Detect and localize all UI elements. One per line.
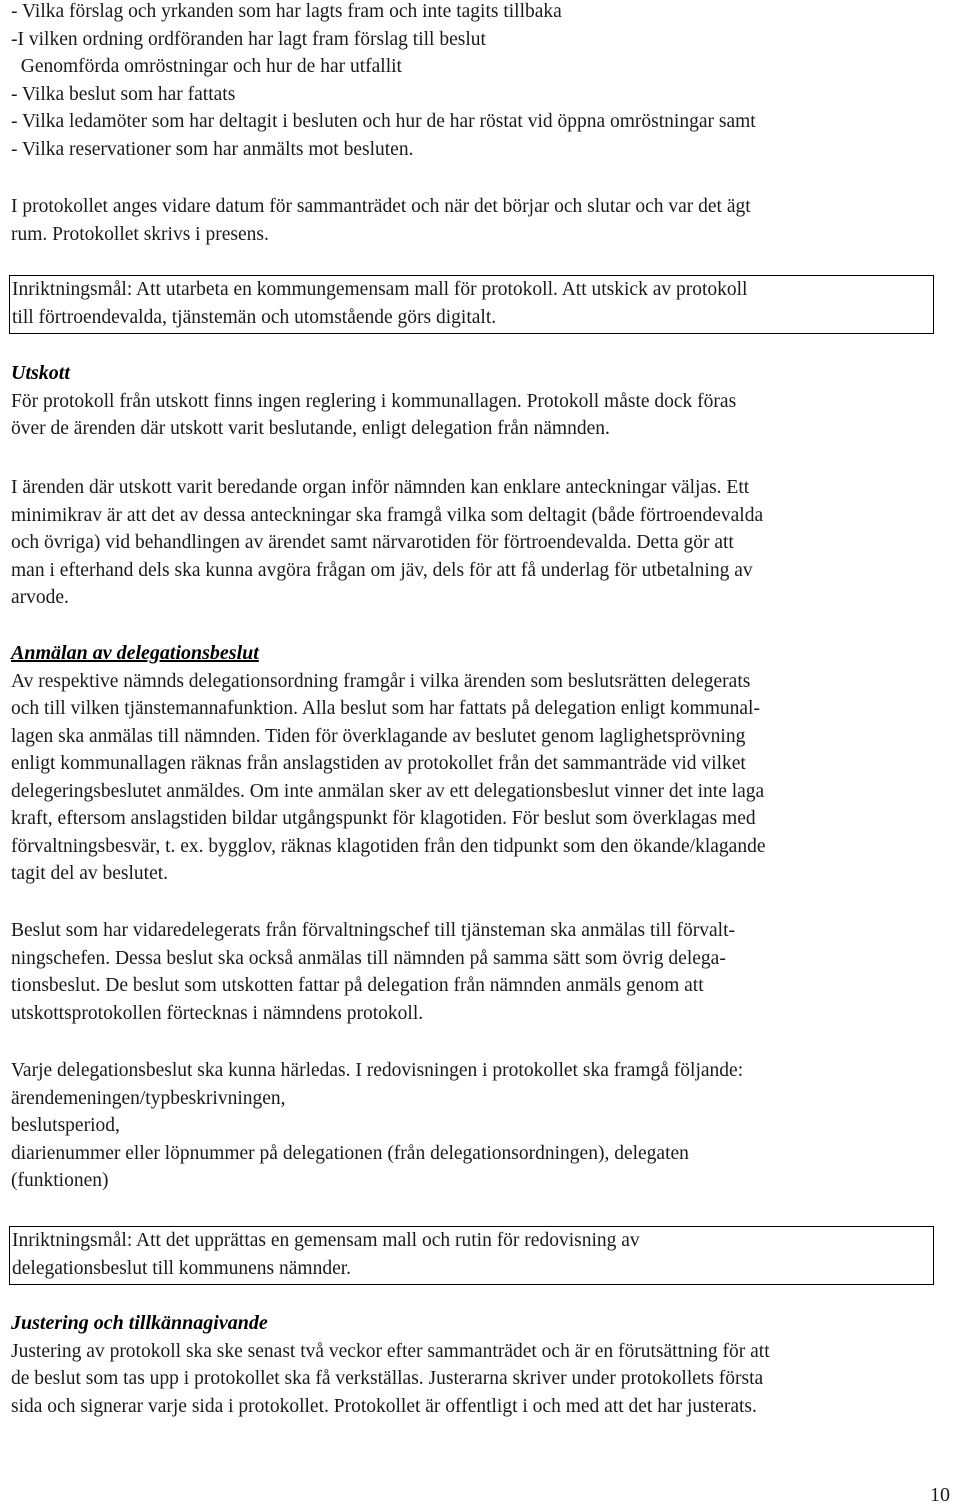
text-line: de beslut som tas upp i protokollet ska få verkställas. Justerarna skriver under protokollets första bbox=[11, 1368, 764, 1389]
list-item: -I vilken ordning ordföranden har lagt fram förslag till beslut bbox=[11, 28, 486, 50]
section-heading: Utskott bbox=[11, 362, 70, 384]
text-line: Beslut som har vidaredelegerats från förvaltningschef till tjänsteman ska anmälas till förvalt- bbox=[11, 920, 735, 941]
paragraph-utskott-2 bbox=[11, 474, 946, 612]
text-line: beslutsperiod, bbox=[11, 1115, 120, 1136]
text-line: och till vilken tjänstemannafunktion. Alla beslut som har fattats på delegation enligt kommunal- bbox=[11, 698, 760, 719]
section-heading: Justering och tillkännagivande bbox=[11, 1312, 268, 1334]
text-line: sida och signerar varje sida i protokollet. Protokollet är offentligt i och med att det har justerats. bbox=[11, 1395, 757, 1417]
text-line: och övriga) vid behandlingen av ärendet samt närvarotiden för förtroendevalda. Detta gör att bbox=[11, 532, 734, 553]
list-item: - Vilka förslag och yrkanden som har lagts fram och inte tagits tillbaka bbox=[11, 1, 562, 22]
text-line: rum. Protokollet skrivs i presens. bbox=[11, 223, 269, 245]
text-line: man i efterhand dels ska kunna avgöra frågan om jäv, dels för att få underlag för utbetalning av bbox=[11, 559, 753, 581]
text-line: minimikrav är att det av dessa anteckningar ska framgå vilka som deltagit (både förtroendevalda bbox=[11, 504, 764, 526]
text-line: I ärenden där utskott varit beredande organ inför nämnden kan enklare anteckningar väljas. Ett bbox=[11, 477, 750, 498]
text-line: För protokoll från utskott finns ingen reglering i kommunallagen. Protokoll måste dock föras bbox=[11, 390, 737, 412]
text-line: över de ärenden där utskott varit beslutande, enligt delegation från nämnden. bbox=[11, 418, 610, 439]
section-utskott bbox=[11, 360, 946, 443]
paragraph-delegation-3 bbox=[11, 1057, 946, 1195]
section-delegation bbox=[11, 640, 946, 888]
list-item: - Vilka reservationer som har anmälts mot besluten. bbox=[11, 138, 414, 160]
goal-box bbox=[9, 275, 934, 334]
page-number: 10 bbox=[930, 1484, 950, 1506]
text-line: delegationsbeslut till kommunens nämnder. bbox=[12, 1257, 352, 1279]
text-line: tionsbeslut. De beslut som utskotten fattar på delegation från nämnden anmäls genom att bbox=[11, 975, 704, 996]
goal-box bbox=[9, 1226, 934, 1285]
text-line: (funktionen) bbox=[11, 1170, 109, 1191]
list-item: Genomförda omröstningar och hur de har utfallit bbox=[11, 56, 402, 77]
text-line: arvode. bbox=[11, 587, 69, 608]
intro-list bbox=[11, 0, 946, 163]
section-heading: Anmälan av delegationsbeslut bbox=[11, 642, 259, 664]
text-line: ärendemeningen/typbeskrivningen, bbox=[11, 1087, 286, 1109]
text-line: kraft, eftersom anslagstiden bildar utgångspunkt för klagotiden. För beslut som överklagas med bbox=[11, 808, 756, 829]
list-item: - Vilka ledamöter som har deltagit i besluten och hur de har röstat vid öppna omröstningar samt bbox=[11, 111, 756, 132]
text-line: Varje delegationsbeslut ska kunna härledas. I redovisningen i protokollet ska framgå följande: bbox=[11, 1060, 744, 1081]
text-line: delegeringsbeslutet anmäldes. Om inte anmälan sker av ett delegationsbeslut vinner det inte laga bbox=[11, 780, 765, 802]
section-justering bbox=[11, 1310, 946, 1420]
list-item: - Vilka beslut som har fattats bbox=[11, 83, 236, 105]
text-line: tagit del av beslutet. bbox=[11, 863, 169, 884]
text-line: diarienummer eller löpnummer på delegationen (från delegationsordningen), delegaten bbox=[11, 1142, 689, 1164]
text-line: ningschefen. Dessa beslut ska också anmälas till nämnden på samma sätt som övrig delega- bbox=[11, 947, 726, 969]
text-line: Justering av protokoll ska ske senast två veckor efter sammanträdet och är en förutsättning för att bbox=[11, 1340, 770, 1362]
text-line: enligt kommunallagen räknas från anslagstiden av protokollet från det sammanträde vid vilket bbox=[11, 753, 746, 774]
text-line: Inriktningsmål: Att utarbeta en kommungemensam mall för protokoll. Att utskick av protokoll bbox=[12, 279, 748, 300]
text-line: lagen ska anmälas till nämnden. Tiden för överklagande av beslutet genom laglighetsprövning bbox=[11, 725, 746, 747]
text-line: utskottsprotokollen förtecknas i nämndens protokoll. bbox=[11, 1002, 424, 1024]
text-line: till förtroendevalda, tjänstemän och utomstående görs digitalt. bbox=[12, 306, 497, 328]
paragraph-delegation-2 bbox=[11, 917, 946, 1027]
text-line: förvaltningsbesvär, t. ex. bygglov, räknas klagotiden från den tidpunkt som den ökande/klagande bbox=[11, 835, 766, 857]
text-line: Av respektive nämnds delegationsordning framgår i vilka ärenden som beslutsrätten delegerats bbox=[11, 670, 751, 692]
paragraph-datum bbox=[11, 193, 946, 248]
text-line: Inriktningsmål: Att det upprättas en gemensam mall och rutin för redovisning av bbox=[12, 1230, 640, 1251]
text-line: I protokollet anges vidare datum för sammanträdet och när det börjar och slutar och var det ägt bbox=[11, 196, 751, 217]
